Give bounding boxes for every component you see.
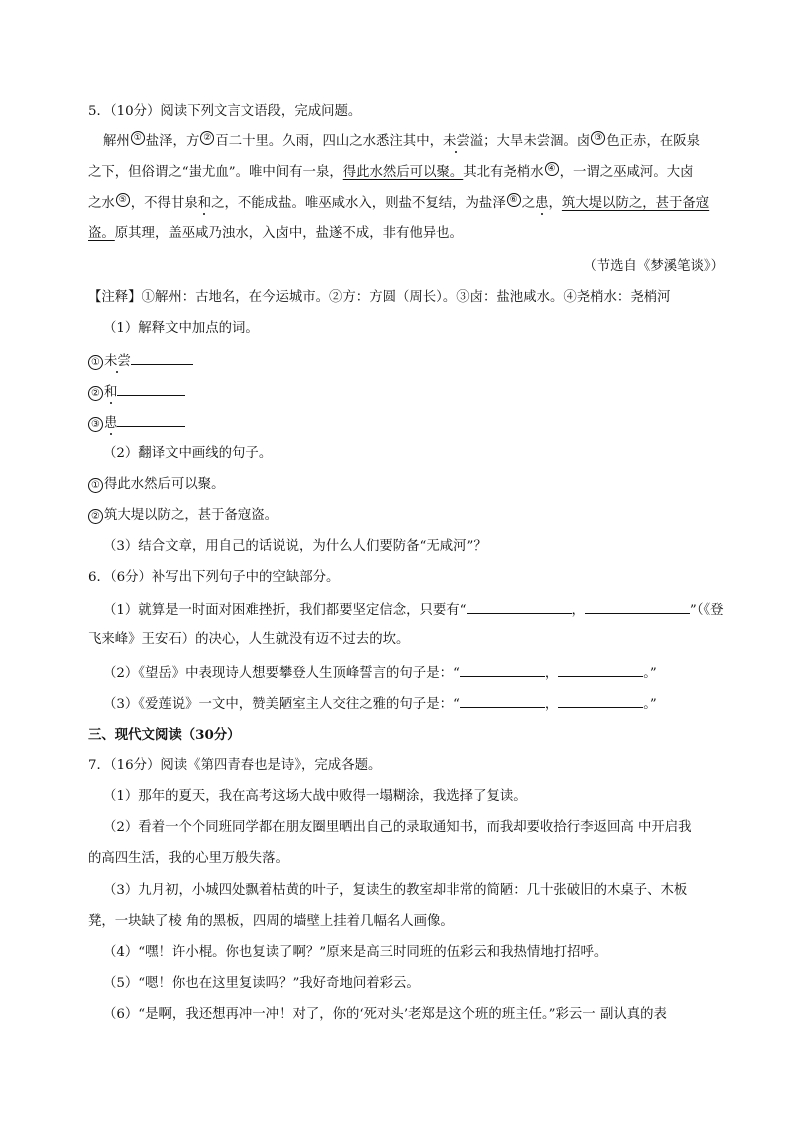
footnote-marker-4: ④	[545, 162, 559, 176]
q7-paragraph-3-line-2: 凳，一块缺了棱 角的黑板，四周的墙壁上挂着几幅名人画像。	[88, 914, 454, 929]
answer-blank[interactable]	[460, 662, 545, 677]
answer-blank[interactable]	[131, 350, 193, 365]
answer-blank[interactable]	[558, 693, 643, 708]
dotted-word-he: 和	[197, 196, 212, 211]
q7-paragraph-2-line-2: 的高四生活，我的心里万般失落。	[88, 851, 289, 866]
q7-paragraph-1: （1）那年的夏天，我在高考这场大战中败得一塌糊涂，我选择了复读。	[103, 789, 527, 804]
dotted-word-weichang: 未尝	[442, 134, 470, 149]
footnote-marker-5: ⑤	[116, 193, 130, 207]
q5-source: （节选自《梦溪笔谈》）	[583, 259, 724, 274]
answer-blank[interactable]	[467, 599, 572, 614]
underlined-sentence-2a: 筑大堤以防之，甚于备寇	[561, 196, 710, 211]
q5-passage-line-1: 解州 ① 盐泽，方 ② 百二十里。久雨，四山之水悉注其中，未尝溢；大旱未尝涸。卤 ③ 色正赤，在阪泉	[103, 133, 701, 149]
q6-header: 6．（6分）补写出下列句子中的空缺部分。	[88, 570, 340, 585]
section-title: 三、现代文阅读（30分）	[88, 727, 241, 743]
q6-item-3: （3）《爱莲说》一文中，赞美陋室主人交往之雅的句子是：“ ， 。”	[103, 693, 657, 715]
footnote-marker-1: ①	[131, 131, 145, 145]
q5-translate-item-1: ① 得此水然后可以聚。	[88, 475, 225, 495]
q7-paragraph-6: （6）“是啊，我还想再冲一冲！对了，你的‘死对头’老郑是这个班的班主任。”彩云一 副认真的表	[103, 1007, 667, 1022]
q5-notes: 【注释】①解州：古地名，在今运城市。②方：方圆（周长）。③卤：盐池咸水。④尧梢水：尧梢河	[88, 290, 671, 305]
q7-paragraph-3-line-1: （3）九月初，小城四处飘着枯黄的叶子，复读生的教室却非常的简陋：几十张破旧的木桌子、木板	[103, 883, 688, 898]
q7-paragraph-5: （5）“嗯！你也在这里复读吗？”我好奇地问着彩云。	[103, 976, 420, 991]
q7-paragraph-4: （4）“嘿！许小棍。你也复读了啊？”原来是高三时同班的伍彩云和我热情地打招呼。	[103, 945, 608, 960]
q5-translate-item-2: ② 筑大堤以防之，甚于备寇盗。	[88, 506, 278, 526]
underlined-sentence-1: 得此水然后可以聚。	[342, 165, 464, 180]
answer-blank[interactable]	[117, 412, 185, 427]
q5-subquestion-1: （1）解释文中加点的词。	[103, 321, 259, 336]
footnote-marker-2: ②	[200, 131, 214, 145]
footnote-marker-6: ⑥	[507, 193, 521, 207]
q6-item-1-line-2: 飞来峰》王安石）的决心，人生就没有迈不过去的坎。	[88, 632, 410, 647]
q5-word-item-2: ② 和	[88, 381, 185, 403]
q5-header: 5．（10分）阅读下列文言文语段，完成问题。	[88, 104, 362, 119]
q6-item-2: （2）《望岳》中表现诗人想要攀登人生顶峰誓言的句子是：“ ， 。”	[103, 662, 657, 684]
answer-blank[interactable]	[117, 381, 185, 396]
q5-passage-line-2: 之下，但俗谓之“蚩尤血”。唯中间有一泉，得此水然后可以聚。其北有尧梢水 ④ ，一谓之巫咸河。大卤	[88, 164, 694, 180]
q6-item-1-line-1: （1）就算是一时面对困难挫折，我们都要坚定信念，只要有“ ， ”（《登	[103, 599, 724, 621]
q5-word-item-3: ③ 患	[88, 412, 185, 434]
q5-passage-line-4: 盗。原其理，盖巫咸乃浊水，入卤中，盐遂不成，非有他异也。	[88, 226, 463, 241]
q5-subquestion-3: （3）结合文章，用自己的话说说，为什么人们要防备“无咸河”？	[103, 539, 487, 554]
underlined-sentence-2b: 盗。	[88, 226, 115, 241]
dotted-word-huan: 患	[535, 196, 549, 211]
q5-word-item-1: ① 未尝	[88, 350, 193, 372]
footnote-marker-3: ③	[591, 131, 605, 145]
q5-passage-line-3: 之水 ⑤ ，不得甘泉和之，不能成盐。唯巫咸水入，则盐不复结，为盐泽 ⑥ 之患，筑大堤以防之，甚于备寇	[88, 195, 710, 211]
q5-subquestion-2: （2）翻译文中画线的句子。	[103, 446, 273, 461]
q7-paragraph-2-line-1: （2）看着一个个同班同学都在朋友圈里晒出自己的录取通知书，而我却要收拾行李返回高 中开启我	[103, 820, 692, 835]
answer-blank[interactable]	[585, 599, 690, 614]
q7-header: 7．（16分）阅读《第四青春也是诗》，完成各题。	[88, 758, 382, 773]
answer-blank[interactable]	[558, 662, 643, 677]
answer-blank[interactable]	[460, 693, 545, 708]
